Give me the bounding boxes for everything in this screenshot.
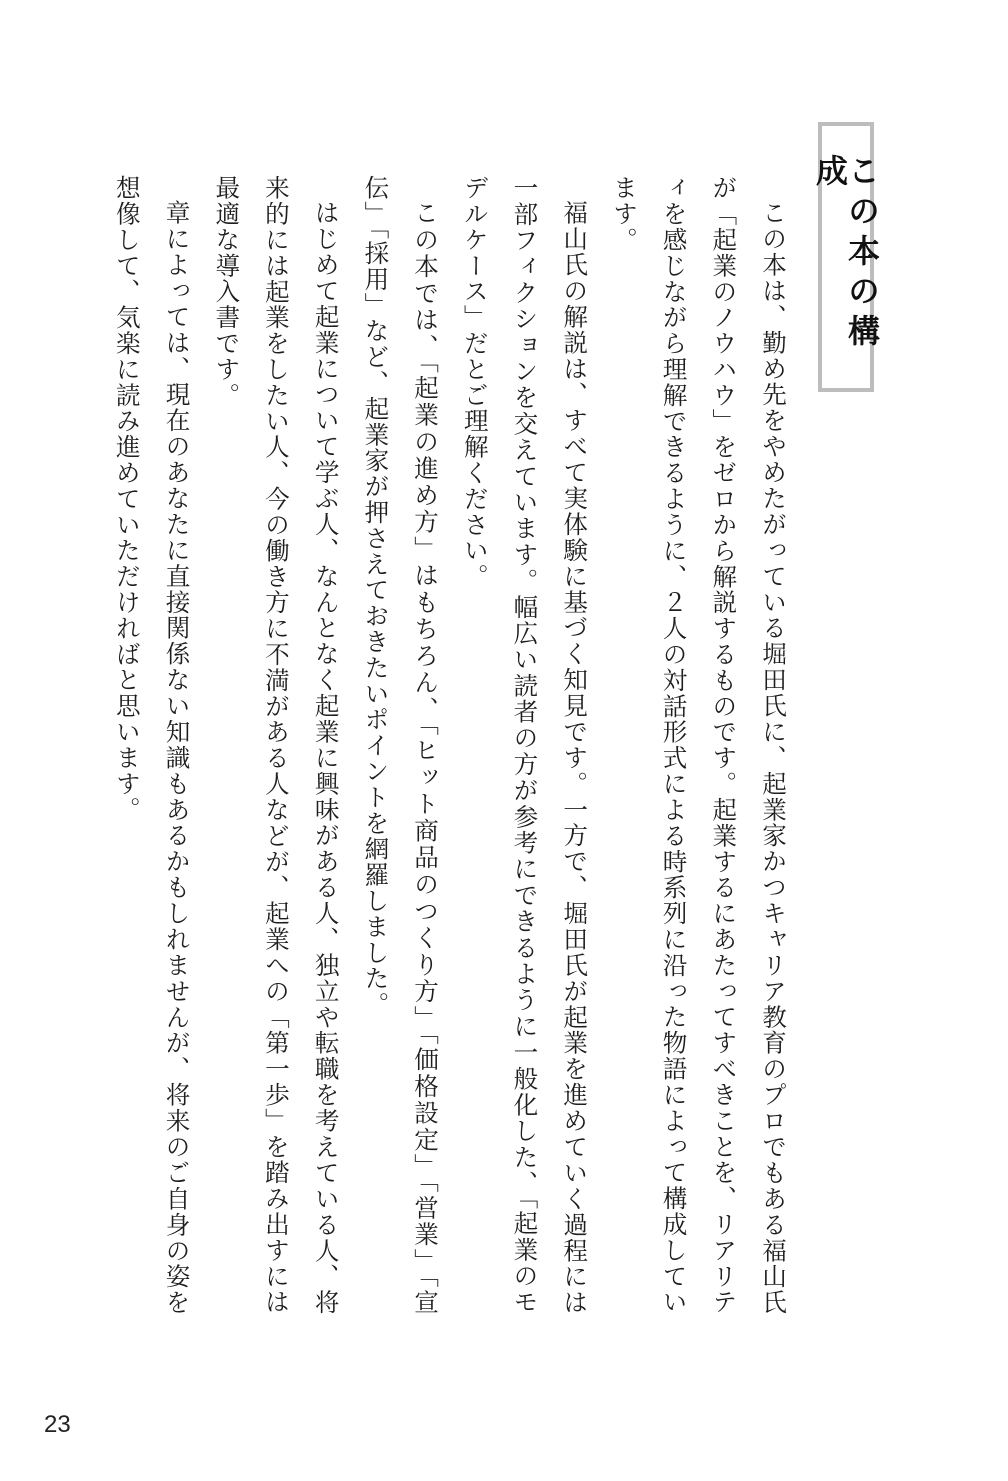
page-number: 23: [44, 1411, 71, 1438]
paragraph-4: はじめて起業について学ぶ人、なんとなく起業に興味がある人、独立や転職を考えている人、将来的には起業をしたい人、今の働き方に不満がある人などが、起業への「第一歩」を踏み出すには最適な導入書です。: [212, 175, 341, 1315]
paragraph-1: この本は、勤め先をやめたがっている堀田氏に、起業家かつキャリア教育のプロでもある福山氏が「起業のノウハウ」をゼロから解説するものです。起業するにあたってすべきことを、リアリティを感じながら理解できるように、２人の対話形式による時系列に沿った物語によって構成しています。: [609, 175, 788, 1315]
paragraph-3: この本では、「起業の進め方」はもちろん、「ヒット商品のつくり方」「価格設定」「営業」「宣伝」「採用」など、起業家が押さえておきたいポイントを網羅しました。: [361, 175, 441, 1315]
section-heading-box: [811, 122, 881, 392]
body-text: [102, 175, 798, 1315]
paragraph-5: 章によっては、現在のあなたに直接関係ない知識もあるかもしれませんが、将来のご自身の姿を想像して、気楽に読み進めていただければと思います。: [112, 175, 192, 1315]
paragraph-2: 福山氏の解説は、すべて実体験に基づく知見です。一方で、堀田氏が起業を進めていく過程には一部フィクションを交えています。幅広い読者の方が参考にできるように一般化した、「起業のモデルケース」だとご理解ください。: [460, 175, 590, 1315]
section-heading: この本の構成: [811, 154, 881, 354]
